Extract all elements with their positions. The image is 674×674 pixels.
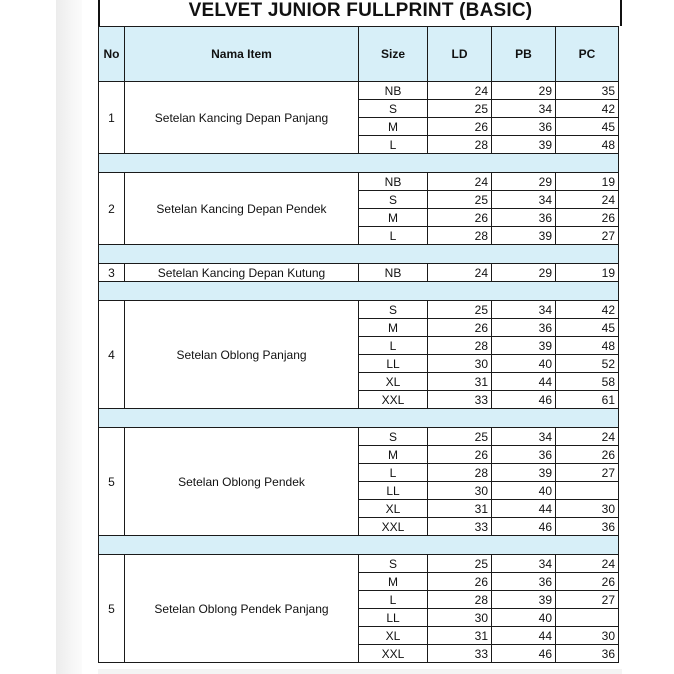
- item-number: 1: [99, 82, 125, 154]
- ld-cell: 25: [428, 100, 492, 118]
- item-name: Setelan Oblong Panjang: [125, 301, 359, 409]
- pb-cell: 40: [492, 355, 556, 373]
- pb-cell: 29: [492, 264, 556, 282]
- pc-cell: 24: [556, 191, 619, 209]
- ld-cell: 24: [428, 82, 492, 100]
- pc-cell: 26: [556, 209, 619, 227]
- header-no: No: [99, 27, 125, 82]
- size-cell: XXL: [359, 391, 428, 409]
- pc-cell: [556, 482, 619, 500]
- document-title: VELVET JUNIOR FULLPRINT (BASIC): [188, 0, 533, 21]
- pb-cell: 29: [492, 173, 556, 191]
- pc-cell: 45: [556, 319, 619, 337]
- table-row: [99, 555, 619, 573]
- pc-cell: 19: [556, 264, 619, 282]
- pc-cell: 48: [556, 337, 619, 355]
- pb-cell: 39: [492, 591, 556, 609]
- item-number: 3: [99, 264, 125, 282]
- ld-cell: 31: [428, 500, 492, 518]
- pb-cell: 34: [492, 100, 556, 118]
- pb-cell: 44: [492, 500, 556, 518]
- header-pc: PC: [556, 27, 619, 82]
- ld-cell: 31: [428, 627, 492, 645]
- pc-cell: 30: [556, 500, 619, 518]
- ld-cell: 26: [428, 446, 492, 464]
- pb-cell: 34: [492, 301, 556, 319]
- ld-cell: 25: [428, 428, 492, 446]
- ld-cell: 33: [428, 645, 492, 663]
- size-cell: M: [359, 209, 428, 227]
- header-ld: LD: [428, 27, 492, 82]
- ld-cell: 28: [428, 337, 492, 355]
- size-cell: LL: [359, 482, 428, 500]
- ld-cell: 33: [428, 391, 492, 409]
- size-cell: M: [359, 446, 428, 464]
- pb-cell: 34: [492, 555, 556, 573]
- pb-cell: 36: [492, 573, 556, 591]
- size-cell: M: [359, 573, 428, 591]
- table-row: [99, 428, 619, 446]
- ld-cell: 24: [428, 173, 492, 191]
- size-cell: XL: [359, 627, 428, 645]
- table-row: [99, 301, 619, 319]
- pb-cell: 44: [492, 373, 556, 391]
- size-cell: XL: [359, 373, 428, 391]
- pc-cell: 42: [556, 100, 619, 118]
- pb-cell: 46: [492, 518, 556, 536]
- ld-cell: 26: [428, 573, 492, 591]
- item-name: Setelan Oblong Pendek Panjang: [125, 555, 359, 663]
- item-name: Setelan Kancing Depan Kutung: [125, 264, 359, 282]
- pc-cell: 24: [556, 428, 619, 446]
- pb-cell: 40: [492, 482, 556, 500]
- pb-cell: 39: [492, 337, 556, 355]
- item-number: 5: [99, 555, 125, 663]
- size-cell: XXL: [359, 518, 428, 536]
- pc-cell: 45: [556, 118, 619, 136]
- item-number: 5: [99, 428, 125, 536]
- ld-cell: 28: [428, 591, 492, 609]
- group-separator: [99, 282, 619, 301]
- pc-cell: 36: [556, 645, 619, 663]
- separator-band: [99, 245, 619, 264]
- ld-cell: 28: [428, 464, 492, 482]
- pc-cell: 30: [556, 627, 619, 645]
- header-size: Size: [359, 27, 428, 82]
- table-bottom-fade: [98, 669, 622, 674]
- item-name: Setelan Kancing Depan Panjang: [125, 82, 359, 154]
- table-row: [99, 173, 619, 191]
- item-number: 2: [99, 173, 125, 245]
- pb-cell: 34: [492, 428, 556, 446]
- size-cell: LL: [359, 609, 428, 627]
- size-cell: L: [359, 136, 428, 154]
- table-row: [99, 264, 619, 282]
- item-name: Setelan Kancing Depan Pendek: [125, 173, 359, 245]
- pc-cell: 26: [556, 446, 619, 464]
- group-separator: [99, 409, 619, 428]
- pb-cell: 39: [492, 227, 556, 245]
- ld-cell: 30: [428, 355, 492, 373]
- size-cell: L: [359, 591, 428, 609]
- pc-cell: 42: [556, 301, 619, 319]
- page-shadow: [56, 0, 82, 674]
- size-cell: S: [359, 555, 428, 573]
- ld-cell: 26: [428, 118, 492, 136]
- pc-cell: 26: [556, 573, 619, 591]
- pb-cell: 34: [492, 191, 556, 209]
- separator-band: [99, 409, 619, 428]
- size-cell: XL: [359, 500, 428, 518]
- pb-cell: 36: [492, 118, 556, 136]
- ld-cell: 28: [428, 136, 492, 154]
- header-item: Nama Item: [125, 27, 359, 82]
- pb-cell: 36: [492, 209, 556, 227]
- size-cell: NB: [359, 82, 428, 100]
- size-cell: S: [359, 301, 428, 319]
- pc-cell: 48: [556, 136, 619, 154]
- item-number: 4: [99, 301, 125, 409]
- pc-cell: 61: [556, 391, 619, 409]
- pb-cell: 36: [492, 446, 556, 464]
- size-cell: NB: [359, 173, 428, 191]
- size-cell: M: [359, 319, 428, 337]
- pc-cell: 27: [556, 591, 619, 609]
- separator-band: [99, 282, 619, 301]
- size-cell: M: [359, 118, 428, 136]
- pc-cell: 35: [556, 82, 619, 100]
- pb-cell: 29: [492, 82, 556, 100]
- ld-cell: 25: [428, 555, 492, 573]
- pb-cell: 46: [492, 645, 556, 663]
- pc-cell: 52: [556, 355, 619, 373]
- pc-cell: [556, 609, 619, 627]
- size-cell: L: [359, 337, 428, 355]
- size-cell: LL: [359, 355, 428, 373]
- pb-cell: 39: [492, 136, 556, 154]
- group-separator: [99, 154, 619, 173]
- group-separator: [99, 245, 619, 264]
- pc-cell: 27: [556, 227, 619, 245]
- size-cell: XXL: [359, 645, 428, 663]
- separator-band: [99, 536, 619, 555]
- pb-cell: 44: [492, 627, 556, 645]
- ld-cell: 31: [428, 373, 492, 391]
- header-row: [99, 27, 619, 82]
- pb-cell: 46: [492, 391, 556, 409]
- ld-cell: 25: [428, 191, 492, 209]
- group-separator: [99, 536, 619, 555]
- size-cell: S: [359, 191, 428, 209]
- page-margin: [0, 0, 56, 674]
- ld-cell: 30: [428, 609, 492, 627]
- pb-cell: 39: [492, 464, 556, 482]
- table-row: [99, 82, 619, 100]
- size-cell: S: [359, 100, 428, 118]
- pb-cell: 40: [492, 609, 556, 627]
- ld-cell: 26: [428, 319, 492, 337]
- pc-cell: 58: [556, 373, 619, 391]
- size-chart-table: [98, 26, 619, 663]
- pc-cell: 27: [556, 464, 619, 482]
- ld-cell: 28: [428, 227, 492, 245]
- pc-cell: 36: [556, 518, 619, 536]
- ld-cell: 33: [428, 518, 492, 536]
- ld-cell: 25: [428, 301, 492, 319]
- ld-cell: 30: [428, 482, 492, 500]
- size-cell: NB: [359, 264, 428, 282]
- pc-cell: 19: [556, 173, 619, 191]
- header-pb: PB: [492, 27, 556, 82]
- ld-cell: 24: [428, 264, 492, 282]
- ld-cell: 26: [428, 209, 492, 227]
- size-cell: S: [359, 428, 428, 446]
- item-name: Setelan Oblong Pendek: [125, 428, 359, 536]
- pc-cell: 24: [556, 555, 619, 573]
- size-cell: L: [359, 464, 428, 482]
- separator-band: [99, 154, 619, 173]
- pb-cell: 36: [492, 319, 556, 337]
- size-cell: L: [359, 227, 428, 245]
- size-chart-body: [99, 27, 619, 663]
